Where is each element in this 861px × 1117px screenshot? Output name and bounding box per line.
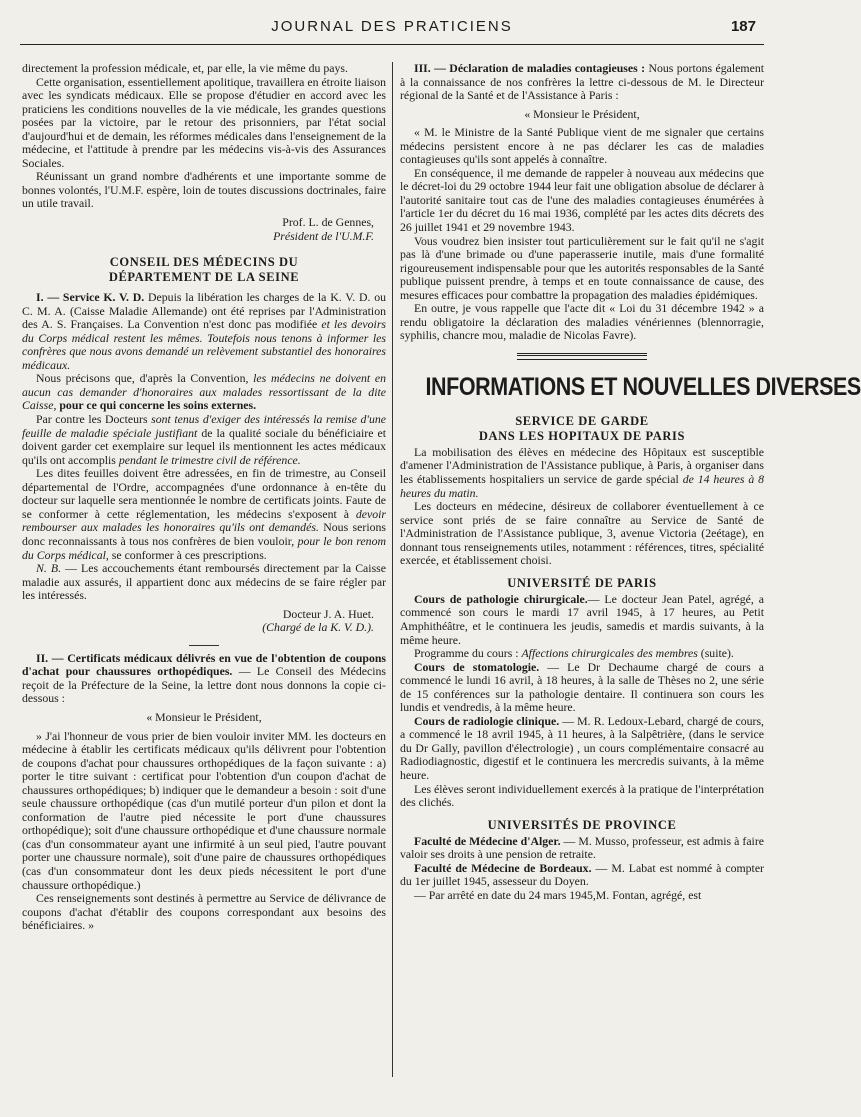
section-heading-garde: SERVICE DE GARDE DANS LES HOPITAUX DE PARIS	[478, 413, 686, 443]
column-divider	[392, 62, 393, 1077]
section-heading-conseil: CONSEIL DES MÉDECINS DU DÉPARTEMENT DE LA SEINE	[108, 255, 300, 285]
section-title-informations: INFORMATIONS ET NOUVELLES DIVERSES	[425, 372, 861, 401]
paragraph: Cours de pathologie chirurgicale.— Le docteur Jean Patel, agrégé, a commencé son cours le mardi 17 avril 1945, à 17 heures, au Petit Amphithéâtre, et le continuera les jeudis, samedis et mardis suivants, à la même heure.	[400, 591, 764, 647]
letter-salutation: « Monsieur le Président,	[524, 106, 640, 121]
paragraph-nb: N. B. — Les accouchements étant remboursés directement par la Caisse maladie aux assurés, il appartient donc aux médecins de se faire régler par les intéressés.	[22, 561, 386, 603]
paragraph: Réunissant un grand nombre d'adhérents et une importante somme de bonnes volontés, l'U.M.F. espère, loin de toutes discussions doctrinales, faire un utile travail.	[22, 169, 386, 211]
letter-paragraph: Vous voudrez bien insister tout particulièrement sur le fait qu'il ne s'agit pas là d'une brimade ou d'une paperasserie inutile, mais d'une formalité rigoureusement indispensable pour que les autorités responsables de la Santé publique puissent prendre, à temps et en toute connaissance de cause, des mesures efficaces pour combattre la propagation des maladies épidémiques.	[400, 233, 764, 302]
page-header	[20, 14, 764, 45]
letter-paragraph: En conséquence, il me demande de rappeler à nouveau aux médecins que le décret-loi du 29 octobre 1944 leur fait une obligation absolue de déclarer à l'autorité sanitaire tout cas de l'une des maladies contagieuses énumérées à l'article 1er du décret du 16 mai 1936, complété par les actes dits décrets des 26 juillet 1941 et 29 novembre 1943.	[400, 165, 764, 235]
left-column	[22, 62, 386, 1107]
paragraph-certificats: II. — Certificats médicaux délivrés en vue de l'obtention de coupons d'achat pour chaussures orthopédiques. — Le Conseil des Médecins reçoit de la Préfecture de la Seine, la lettre dont nous donnons la copie ci-dessous :	[22, 650, 387, 706]
signature-title: Président de l'U.M.F.	[273, 228, 374, 243]
paragraph-contagieuses: III. — Déclaration de maladies contagieuses : Nous portons également à la connaissance de nos confrères la lettre ci-dessous de M. le Directeur régional de la Santé et de l'Assistance à Paris :	[400, 61, 764, 103]
paragraph-service-kvd: I. — Service K. V. D. Depuis la libération les charges de la K. V. D. ou C. M. A. (Caisse Maladie Allemande) ont été reprises par l'Administration des A. S. Françaises. La Convention n'est donc pas modifiée et les devoirs du Corps médical restent les mêmes. Toutefois nous tenons à informer les confrères que nous avons demandé un relèvement substantiel des honoraires médicaux.	[22, 290, 386, 372]
section-heading-universite-paris: UNIVERSITÉ DE PARIS	[507, 575, 657, 590]
paragraph: directement la profession médicale, et, par elle, la vie même du pays.	[22, 61, 348, 75]
paragraph: Faculté de Médecine de Bordeaux. — M. Labat est nommé à compter du 1er juillet 1945, assesseur du Doyen.	[400, 860, 764, 889]
paragraph: Programme du cours : Affections chirurgicales des membres (suite).	[414, 646, 734, 661]
paragraph: — Par arrêté en date du 24 mars 1945,M. Fontan, agrégé, est	[414, 887, 702, 902]
paragraph: Faculté de Médecine d'Alger. — M. Musso, professeur, est admis à faire valoir ses droits à une pension de retraite.	[400, 833, 765, 862]
right-column	[400, 61, 861, 1107]
paragraph: Les élèves seront individuellement exercés à la pratique de l'interprétation des clichés.	[400, 781, 764, 810]
section-heading-universites-province: UNIVERSITÉS DE PROVINCE	[487, 817, 677, 832]
paragraph: Par contre les Docteurs sont tenus d'exiger des intéressés la remise d'une feuille de maladie spéciale justifiant de la qualité sociale du bénéficiaire et doivent garder cet exemplaire sur lequel ils mentionnent les actes médicaux qu'ils ont accomplis pendant le trimestre civil de référence.	[22, 412, 386, 467]
paragraph: Les dites feuilles doivent être adressées, en fin de trimestre, au Conseil départemental de l'Ordre, accompagnées d'une ordonnance à en-tête du docteur sur laquelle sera mentionnée le nombre de certificats joints. Faute de se conformer à cette réglementation, les médecins s'exposent à devoir rembourser aux malades les honoraires qu'ils ont demandés. Nous serions donc reconnaissants à tous nos confrères de bien vouloir, pour le bon renom du Corps médical, se conformer à ces prescriptions.	[22, 466, 386, 562]
signature-title: (Chargé de la K. V. D.).	[262, 620, 374, 635]
paragraph: Cours de radiologie clinique. — M. R. Ledoux-Lebard, chargé de cours, a commencé le 18 avril 1945, à 11 heures, à la Salpêtrière, (dans le service du Dr Gally, pavillon d'électrologie) , un cours complémentaire consacré au Radiodiagnostic, digestif et le continuera les mercredis suivants, à la même heure.	[400, 713, 764, 782]
paragraph: La mobilisation des élèves en médecine des Hôpitaux est susceptible d'amener l'Administration de l'Assistance publique, à Paris, à organiser dans les établissements hospitaliers un service de garde spécial de 14 heures à 8 heures du matin.	[400, 444, 765, 500]
page-number: 187	[730, 18, 756, 35]
divider-rule	[189, 645, 219, 646]
letter-paragraph: Ces renseignements sont destinés à permettre au Service de délivrance de coupons d'achat d'établir des coupons correspondant aux besoins des bénéficiaires. »	[22, 891, 386, 933]
letter-paragraph: » J'ai l'honneur de vous prier de bien vouloir inviter MM. les docteurs en médecine à établir les certificats médicaux qu'ils délivrent pour l'obtention de coupons d'achat pour chaussures orthopédiques de la façon suivante : a) porter le titre suivant : certificat pour l'obtention d'un coupon d'achat de chaussures orthopédiques; b) indiquer que le demandeur a besoin : soit d'une seule chaussure orthopédique (cas d'un mutilé porteur d'un pilon et dont la conformation de l'autre pied nécessite le port d'une chaussures orthopédique); soit d'une chaussure orthopédique et d'une chaussure normale (cas d'un consommateur ayant une infirmité à un seul pied, l'autre pouvant porter une chaussure normale), soit d'une paire de chaussures orthopédiques (cas d'un consommateur dont les deux pieds nécessitent le port d'une chaussure orthopédique.)	[22, 728, 386, 892]
paragraph: Nous précisons que, d'après la Convention, les médecins ne doivent en aucun cas demander d'honoraires aux malades ressortissant de la dite Caisse, pour ce qui concerne les soins externes.	[22, 371, 386, 413]
paragraph: Cette organisation, essentiellement apolitique, travaillera en étroite liaison avec les syndicats médicaux. Elle se propose d'étudier en accord avec les praticiens les conditions nouvelles de la vie médicale, les grandes questions posées par la victoire, par le retour des prisonniers, par l'état social d'aujourd'hui et de demain, les réformes médicales dans l'enseignement de la médecine, et l'attitude à prendre par les médecins vis-à-vis des Assurances Sociales.	[22, 74, 386, 170]
double-rule	[517, 353, 647, 360]
signature-name: Prof. L. de Gennes,	[282, 215, 374, 230]
signature-name: Docteur J. A. Huet.	[282, 606, 374, 621]
letter-paragraph: En outre, je vous rappelle que l'acte dit « Loi du 31 décembre 1942 » a rendu obligatoire la déclaration des maladies vénériennes (blennorragie, syphilis, chancre mou, maladie de Nicolas Favre).	[400, 301, 764, 343]
journal-title: JOURNAL DES PRATICIENS	[271, 18, 513, 35]
letter-paragraph: « M. le Ministre de la Santé Publique vient de me signaler que certains médecins persistent encore à ne pas déclarer les cas de maladies contagieuses qu'ils sont appelés à connaître.	[400, 125, 764, 167]
paragraph: Cours de stomatologie. — Le Dr Dechaume chargé de cours a commencé le lundi 16 avril, à 18 heures, à la salle de Thèses no 2, une série de 15 conférences sur la pathologie dentaire. Il continuera son cours les lundis et vendredis, à la même heure.	[400, 659, 764, 715]
paragraph: Les docteurs en médecine, désireux de collaborer éventuellement à ce service sont priés de se faire connaître au Service de Santé de l'Administration de l'Assistance publique, 3, avenue Victoria (2eétage), en donnant tous renseignements utiles, notamment : références, titres, spécialité exercée, et établissement choisi.	[400, 499, 764, 568]
letter-salutation: « Monsieur le Président,	[146, 709, 262, 724]
